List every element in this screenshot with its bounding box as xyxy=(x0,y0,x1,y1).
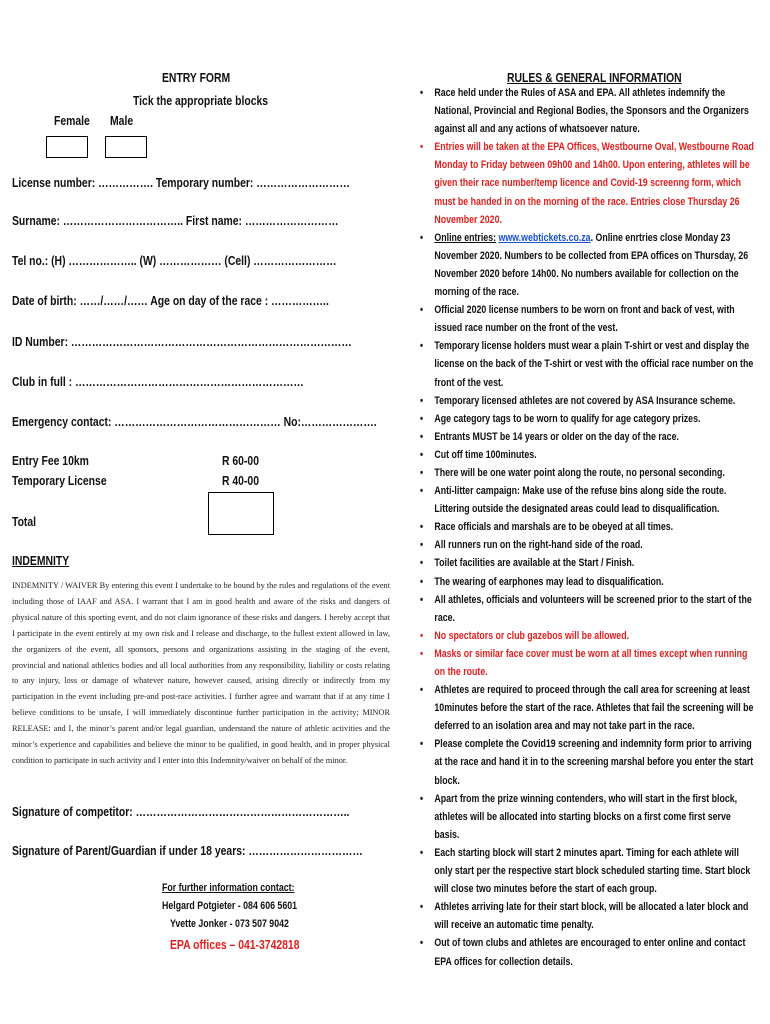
rule-text: Temporary license holders must wear a plain T-shirt or vest and display the license on the back of the T-shirt or vest with the official race number on the front of the vest. xyxy=(434,340,754,389)
list-item: • All athletes, officials and volunteers will be screened prior to the start of the race. xyxy=(420,593,752,624)
emergency-contact-field[interactable]: Emergency contact: ………………………………………… No:…………………. xyxy=(12,414,377,429)
rule-text: Each starting block will start 2 minutes apart. Timing for each athlete will only start per the respective start block scheduled starting time. Start block will close two minutes before the start of each group. xyxy=(434,846,751,896)
female-label: Female xyxy=(54,113,90,128)
list-item: • Race officials and marshals are to be obeyed at all times. xyxy=(420,521,674,534)
list-item: • Apart from the prize winning contenders, who will start in the first block, athletes will be allocated into starting blocks on a first come first serve basis. xyxy=(420,792,738,841)
rule-text: Entries will be taken at the EPA Offices, Westbourne Oval, Westbourne Road Monday to Friday between 09h00 and 14h00. Upon entering, athletes will be given their race number/temp licence and Covid-19 screenng form, which must be handed in on the morning of the race. Entries close Thursday 26 November 2020. xyxy=(434,141,754,226)
total-label: Total xyxy=(12,514,37,529)
contact-person-1: Helgard Potgieter - 084 606 5601 xyxy=(162,900,297,912)
rule-text: Athletes arriving late for their start block, will be allocated a later block and will receive an automatic time penalty. xyxy=(434,901,749,932)
rule-text: Official 2020 license numbers to be worn on front and back of vest, with issued race number on the front of the vest. xyxy=(434,304,735,335)
rule-text: Out of town clubs and athletes are encouraged to enter online and contact EPA offices for collection details. xyxy=(434,937,746,968)
list-item: • Toilet facilities are available at the Start / Finish. xyxy=(420,557,635,570)
surname-field[interactable]: Surname: …………………………….. First name: ……………………… xyxy=(12,213,339,228)
list-item: • Official 2020 license numbers to be worn on front and back of vest, with issued race number on the front of the vest. xyxy=(420,304,735,335)
rule-text: Masks or similar face cover must be worn at all times except when running on the route. xyxy=(434,647,748,678)
license-number-field[interactable]: License number: ……………. Temporary number: ……………………… xyxy=(12,175,350,190)
fee-10km-value: R 60-00 xyxy=(222,453,259,468)
total-box[interactable] xyxy=(208,492,274,535)
list-item: • The wearing of earphones may lead to disqualification. xyxy=(420,575,664,588)
male-checkbox[interactable] xyxy=(105,136,147,158)
rule-text: Apart from the prize winning contenders, who will start in the first block, athletes will be allocated into starting blocks on a first come first serve basis. xyxy=(434,792,738,841)
list-item: • Masks or similar face cover must be worn at all times except when running on the route. xyxy=(420,647,748,678)
list-item: • All runners run on the right-hand side of the road. xyxy=(420,539,643,552)
rule-text: . Online enrtries close Monday 23 November 2020. Numbers to be collected from EPA offices on Thursday, 26 November 2020 before 14h00. No numbers available for collection on the morning of the race. xyxy=(434,231,749,299)
rule-text: Anti-litter campaign: Make use of the refuse bins along side the route. Littering outside the designated areas could lead to disqualification. xyxy=(434,485,727,516)
rule-text: Please complete the Covid19 screening and indemnity form prior to arriving at the race and hand it in to the screening marshal before you enter the start block. xyxy=(434,738,754,787)
list-item: • Temporary licensed athletes are not covered by ASA Insurance scheme. xyxy=(420,394,736,407)
rule-text: Cut off time 100minutes. xyxy=(434,448,537,461)
list-item: • Entrants MUST be 14 years or older on the day of the race. xyxy=(420,430,679,443)
list-item: • Anti-litter campaign: Make use of the refuse bins along side the route. Littering outside the designated areas could lead to disqualification. xyxy=(420,485,727,516)
rule-text: Race officials and marshals are to be obeyed at all times. xyxy=(434,521,674,534)
list-item: • No spectators or club gazebos will be allowed. xyxy=(420,629,630,642)
contact-person-2: Yvette Jonker - 073 507 9042 xyxy=(170,918,289,930)
female-checkbox[interactable] xyxy=(46,136,88,158)
contact-heading: For further information contact: xyxy=(162,882,295,894)
webtickets-link[interactable]: www.webtickets.co.za xyxy=(498,231,591,244)
list-item: • Age category tags to be worn to qualify for age category prizes. xyxy=(420,412,701,425)
rule-text: Entrants MUST be 14 years or older on the day of the race. xyxy=(434,430,679,443)
indemnity-text: INDEMNITY / WAIVER By entering this event I undertake to be bound by the rules and regulations of the event including those of IAAF and ASA. I warrant that I am in good health and aware of the risks and dangers of physical nature of this sporting event, and do not claim ignorance of these risks and dangers. I hereby accept that I participate in the event entirely at my own risk and I release and discharge, to the fullest extent allowed in law, the organizers of the event, all sponsors, persons and organizations assisting in the staging of the event, provincial and national athletics bodies and all local authorities from any responsibility, liability or costs relating to any injury, loss or damage of whatever nature, however caused, arising directly or indirectly from my participation in the event including pre-and post-race activities. I further agree and warrant that if at any time I believe conditions to be unsafe, I will immediately discontinue further participation in the activity; MINOR RELEASE: and I, the minor’s parent and/or legal guardian, understand the nature of athletic activities and the minor’s experience and capabilities and believe the minor to be qualified, in good health, and in proper physical condition to participate in such activity and I enter into this Indemnity/waiver on behalf of the minor. xyxy=(12,581,390,765)
telephone-field[interactable]: Tel no.: (H) ……………….. (W) ……………… (Cell) …………………… xyxy=(12,253,337,268)
list-item: • Cut off time 100minutes. xyxy=(420,448,537,461)
list-item: • Race held under the Rules of ASA and EPA. All athletes indemnify the National, Provincial and Regional Bodies, the Sponsors and the Organizers against all and any actions of whatsoever nature. xyxy=(420,87,749,136)
guardian-signature-field[interactable]: Signature of Parent/Guardian if under 18 years: …………………………… xyxy=(12,843,363,858)
list-item: • There will be one water point along the route, no personal seconding. xyxy=(420,466,725,479)
list-item: • Athletes are required to proceed through the call area for screening at least 10minutes before the start of the race. Athletes that fail the screening will be deferred to an isolation area and may not take part in the race. xyxy=(420,684,754,733)
id-number-field[interactable]: ID Number: ……………………………………………………………………… xyxy=(12,334,352,349)
list-item: • Athletes arriving late for their start block, will be allocated a later block and will receive an automatic time penalty. xyxy=(420,901,749,932)
rule-text: Race held under the Rules of ASA and EPA. All athletes indemnify the National, Provincial and Regional Bodies, the Sponsors and the Organizers against all and any actions of whatsoever nature. xyxy=(434,87,749,136)
list-item: • Temporary license holders must wear a plain T-shirt or vest and display the license on the back of the T-shirt or vest with the official race number on the front of the vest. xyxy=(420,340,754,389)
rule-text: Temporary licensed athletes are not covered by ASA Insurance scheme. xyxy=(434,394,736,407)
rule-text: The wearing of earphones may lead to disqualification. xyxy=(434,575,664,588)
indemnity-heading: INDEMNITY xyxy=(12,553,70,568)
rule-text: All athletes, officials and volunteers will be screened prior to the start of the race. xyxy=(434,593,752,624)
date-of-birth-field[interactable]: Date of birth: ……/……/…… Age on day of the race : …………….. xyxy=(12,293,329,308)
entry-form-title: ENTRY FORM xyxy=(162,70,231,85)
rule-text: All runners run on the right-hand side of the road. xyxy=(434,539,643,552)
list-item: • Please complete the Covid19 screening and indemnity form prior to arriving at the race and hand it in to the screening marshal before you enter the start block. xyxy=(420,738,754,787)
fee-temp-license-label: Temporary License xyxy=(12,473,107,488)
club-field[interactable]: Club in full : ………………………………………………………… xyxy=(12,374,304,389)
list-item: • Out of town clubs and athletes are encouraged to enter online and contact EPA offices for collection details. xyxy=(420,937,746,968)
male-label: Male xyxy=(110,113,134,128)
competitor-signature-field[interactable]: Signature of competitor: …………………………………………………….. xyxy=(12,804,350,819)
rule-text: Athletes are required to proceed through the call area for screening at least 10minutes before the start of the race. Athletes that fail the screening will be deferred to an isolation area and may not take part in the race. xyxy=(434,684,754,733)
rule-text: No spectators or club gazebos will be allowed. xyxy=(434,629,630,642)
list-item: • Each starting block will start 2 minutes apart. Timing for each athlete will only start per the respective start block scheduled starting time. Start block will close two minutes before the start of each group. xyxy=(420,846,751,896)
list-item: • Online entries: www.webtickets.co.za. Online enrtries close Monday 23 November 2020. Numbers to be collected from EPA offices on Thursday, 26 November 2020 before 14h00. No numbers available for collection on the morning of the race. xyxy=(420,231,749,299)
rules-list xyxy=(420,84,756,971)
list-item: • Entries will be taken at the EPA Offices, Westbourne Oval, Westbourne Road Monday to Friday between 09h00 and 14h00. Upon entering, athletes will be given their race number/temp licence and Covid-19 screenng form, which must be handed in on the morning of the race. Entries close Thursday 26 November 2020. xyxy=(420,141,754,226)
contact-office: EPA offices – 041-3742818 xyxy=(170,937,300,952)
online-entries-label: Online entries: xyxy=(434,231,497,244)
fee-temp-license-value: R 40-00 xyxy=(222,473,259,488)
rule-text: Toilet facilities are available at the Start / Finish. xyxy=(434,557,635,570)
tick-instruction: Tick the appropriate blocks xyxy=(133,93,269,108)
rule-text: Age category tags to be worn to qualify for age category prizes. xyxy=(434,412,701,425)
rules-heading: RULES & GENERAL INFORMATION xyxy=(507,70,682,85)
fee-10km-label: Entry Fee 10km xyxy=(12,453,89,468)
rule-text: There will be one water point along the route, no personal seconding. xyxy=(434,466,725,479)
